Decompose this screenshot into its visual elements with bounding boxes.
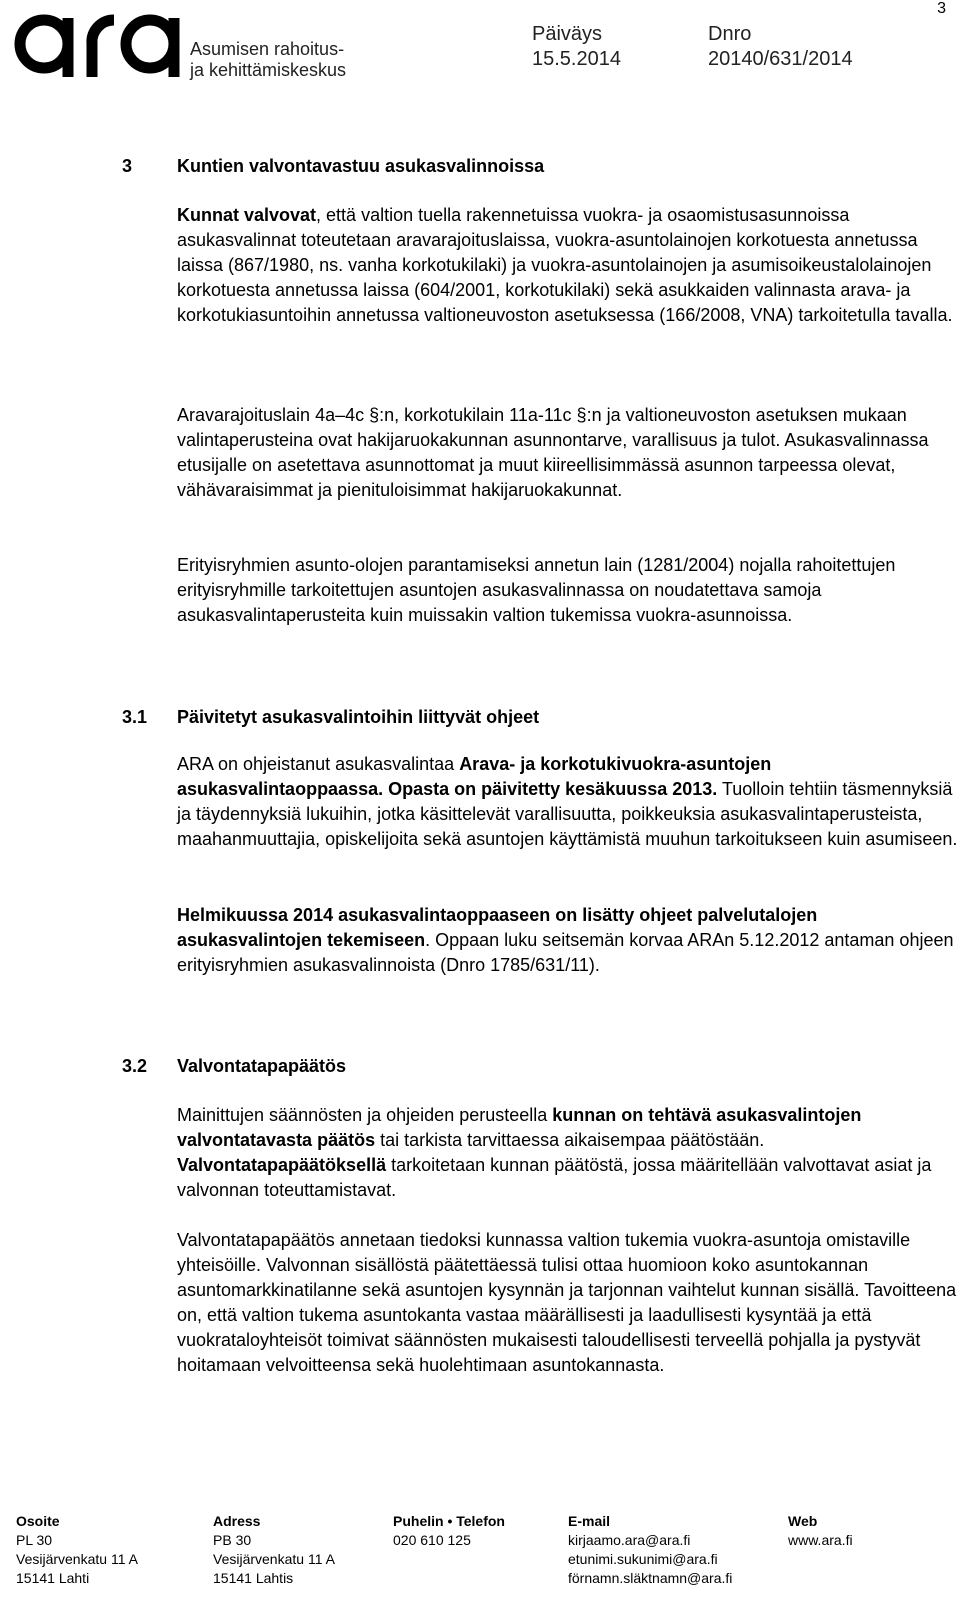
section-3-1-p1-text-a: ARA on ohjeistanut asukasvalintaa [177,754,460,774]
footer-puhelin-line: 020 610 125 [393,1532,471,1548]
footer-osoite-line: PL 30 [16,1532,53,1548]
ara-logo-icon [8,0,188,80]
section-3-2-p1-text-a: Mainittujen säännösten ja ohjeiden perusteella [177,1105,553,1125]
section-3-2-p1-bold-2: Valvontatapapäätöksellä [177,1155,387,1175]
footer-adress [213,1512,335,1588]
section-3-paragraph-3 [177,553,960,628]
footer-osoite-line: Vesijärvenkatu 11 A [16,1551,138,1567]
footer-adress-line: 15141 Lahtis [213,1570,294,1586]
section-3-title: Kuntien valvontavastuu asukasvalinnoissa [177,156,545,176]
section-3-2-p1-text-b: tai tarkista tarvittaessa aikaisempaa päätöstään. [375,1130,765,1150]
footer-puhelin-label: Puhelin • Telefon [393,1513,505,1529]
section-3-1-paragraph-2 [177,903,960,978]
section-3-1-p1-text-b: Tuolloin tehtiin täsmennyksiä ja täydennyksiä lukuihin, jotka käsittelevät varallisuutta, poikkeuksia asukasvalintaperusteista, maahanmuuttajia, opiskelijoita sekä asuntojen käyttämistä muuhun tarkoitukseen kuin asumiseen. [177,779,958,849]
section-3-1-number: 3.1 [122,707,148,727]
section-3-2-paragraph-2 [177,1228,960,1378]
footer-osoite [16,1512,138,1588]
section-3-p1-text: , että valtion tuella rakennetuissa vuokra- ja osaomistusasunnoissa asukasvalinnat toteutetaan aravarajoituslaissa, vuokra-asuntolainojen korkotuesta annetussa laissa (867/1980, ns. vanha korkotukilaki) ja vuokra-asuntolainojen ja asumisoikeustalolainojen korkotuesta annetussa laissa (604/2001, korkotukilaki) sekä asukkaiden valinnasta arava- ja korkotukiasuntoihin annetussa valtioneuvoston asetuksessa (166/2008, VNA) tarkoitetulla tavalla. [177,205,953,325]
section-3-paragraph-2 [177,403,960,503]
section-3-1-p2-text: . Oppaan luku seitsemän korvaa ARAn 5.12.2012 antaman ohjeen erityisryhmien asukasvalinnoista (Dnro 1785/631/11). [177,930,954,975]
footer-email-line: förnamn.släktnamn@ara.fi [568,1570,733,1586]
section-3-1-p1-bold: Arava- ja korkotukivuokra-asuntojen asukasvalintaoppaassa. Opasta on päivitetty kesäkuussa 2013. [177,754,772,799]
footer-web [788,1512,853,1550]
date-label: Päiväys [532,23,603,45]
footer-puhelin [393,1512,505,1550]
section-3-2-paragraph-1 [177,1103,960,1203]
section-3-2-p1-bold-1: kunnan on tehtävä asukasvalintojen valvontatavasta päätös [177,1105,862,1150]
section-3-1-title: Päivitetyt asukasvalintoihin liittyvät ohjeet [177,707,540,727]
dnro-label: Dnro [708,23,752,45]
footer-adress-label: Adress [213,1513,261,1529]
footer-adress-line: PB 30 [213,1532,252,1548]
logo-text [190,39,346,81]
footer-web-line: www.ara.fi [788,1532,853,1548]
section-3-2-p2-text: Valvontatapapäätös annetaan tiedoksi kunnassa valtion tukemia vuokra-asuntoja omistaville yhteisöille. Valvonnan sisällöstä päätettäessä tulisi ottaa huomioon koko asuntokannan asuntomarkkinatilanne sekä asuntojen kysynnän ja tarjonnan vaihtelut kunnan sisällä. Tavoitteena on, että valtion tukema asuntokanta vastaa määrällisesti ja laadullisesti kysyntää ja että vuokrataloyhteisöt toimivat säännösten mukaisesti taloudellisesti terveellä pohjalla ja pystyvät hoitamaan velvoitteensa sekä huolehtimaan asuntokannasta. [177,1230,957,1375]
page-number: 3 [937,0,946,17]
section-3-1-paragraph-1 [177,752,960,852]
logo-text-line2: ja kehittämiskeskus [190,60,347,80]
footer-email-label: E-mail [568,1513,611,1529]
section-3-2-title: Valvontatapapäätös [177,1056,347,1076]
footer-osoite-line: 15141 Lahti [16,1570,90,1586]
dnro-value: 20140/631/2014 [708,48,853,70]
date-value: 15.5.2014 [532,48,621,70]
section-3-number: 3 [122,156,133,176]
section-3-2-p1-text-c: tarkoitetaan kunnan päätöstä, jossa määritellään valvottavat asiat ja valvonnan toteuttamistavat. [177,1155,932,1200]
section-3-1-p2-bold: Helmikuussa 2014 asukasvalintaoppaaseen on lisätty ohjeet palvelutalojen asukasvalintojen tekemiseen [177,905,818,950]
section-3-paragraph-1 [177,203,960,328]
footer-email [568,1512,732,1588]
section-3-p1-bold: Kunnat valvovat [177,205,317,225]
footer-adress-line: Vesijärvenkatu 11 A [213,1551,335,1567]
footer-web-label: Web [788,1513,818,1529]
section-3-p2-text: Aravarajoituslain 4a–4c §:n, korkotukilain 11a-11c §:n ja valtioneuvoston asetuksen mukaan valintaperusteina ovat hakijaruokakunnan asunnontarve, varallisuus ja tulot. Asukasvalinnassa etusijalle on asetettava asunnottomat ja muut kiireellisimmässä asunnon tarpeessa olevat, vähävaraisimmat ja pienituloisimmat hakijaruokakunnat. [177,405,929,500]
section-3-p3-text: Erityisryhmien asunto-olojen parantamiseksi annetun lain (1281/2004) nojalla rahoitettujen erityisryhmille tarkoitettujen asuntojen asukasvalinnassa on noudatettava samoja asukasvalintaperusteita kuin muissakin valtion tukemissa vuokra-asunnoissa. [177,555,896,625]
logo-text-line1: Asumisen rahoitus- [190,39,345,59]
footer-osoite-label: Osoite [16,1513,60,1529]
footer-email-line: etunimi.sukunimi@ara.fi [568,1551,718,1567]
section-3-2-number: 3.2 [122,1056,148,1076]
footer-email-line: kirjaamo.ara@ara.fi [568,1532,691,1548]
